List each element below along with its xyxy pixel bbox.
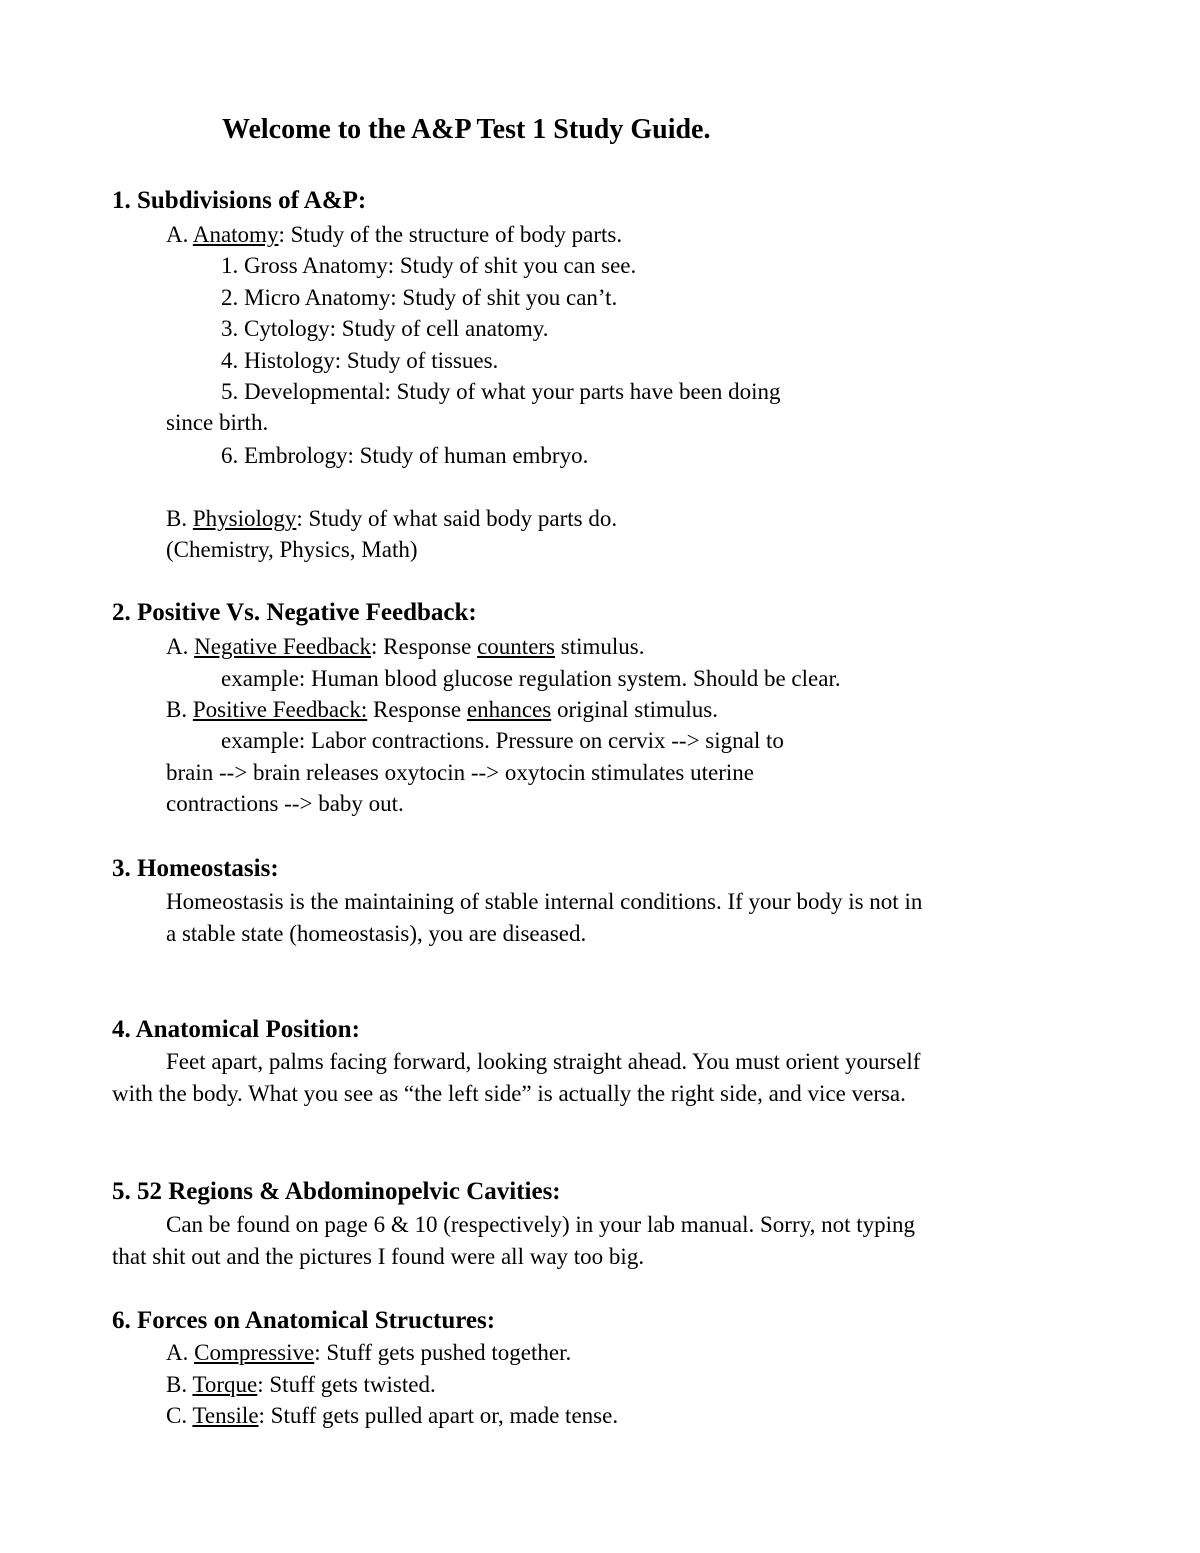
- s2-a-mid: : Response: [371, 634, 478, 659]
- s2-b-term: Positive Feedback:: [192, 697, 368, 722]
- s6-a-prefix: A.: [166, 1340, 195, 1365]
- s2-b-example-2: brain --> brain releases oxytocin --> oxytocin stimulates uterine: [166, 760, 754, 785]
- s1-b-term: Physiology: [192, 506, 297, 531]
- s1-a-prefix: A.: [166, 222, 193, 247]
- s1-a-sub-5: 5. Developmental: Study of what your parts have been doing: [221, 379, 781, 404]
- section-2-heading: 2. Positive Vs. Negative Feedback:: [112, 599, 477, 626]
- s6-a-def: : Stuff gets pushed together.: [314, 1340, 572, 1365]
- section-5-heading: 5. 52 Regions & Abdominopelvic Cavities:: [112, 1178, 561, 1205]
- s1-a-sub-6: 6. Embrology: Study of human embryo.: [221, 443, 589, 468]
- s2-b-example-1: example: Labor contractions. Pressure on cervix --> signal to: [221, 728, 784, 753]
- s1-a-def: : Study of the structure of body parts.: [278, 222, 623, 247]
- s6-c-def: : Stuff gets pulled apart or, made tense.: [258, 1403, 619, 1428]
- s2-a-key: counters: [477, 634, 556, 659]
- s1-a-sub-3: 3. Cytology: Study of cell anatomy.: [221, 316, 549, 341]
- s5-line-2: that shit out and the pictures I found were all way too big.: [112, 1244, 645, 1269]
- section-3-heading: 3. Homeostasis:: [112, 855, 279, 882]
- s6-a-term: Compressive: [194, 1340, 315, 1365]
- page-title: Welcome to the A&P Test 1 Study Guide.: [222, 114, 711, 145]
- s1-item-b: [166, 504, 617, 534]
- s6-c-term: Tensile: [192, 1403, 259, 1428]
- section-1-heading: 1. Subdivisions of A&P:: [112, 187, 367, 214]
- s6-c-prefix: C.: [166, 1403, 193, 1428]
- s2-b-key: enhances: [466, 697, 552, 722]
- s1-a-sub-1: 1. Gross Anatomy: Study of shit you can see.: [221, 253, 637, 278]
- section-6-heading: 6. Forces on Anatomical Structures:: [112, 1307, 496, 1334]
- s3-line-1: Homeostasis is the maintaining of stable internal conditions. If your body is not in: [166, 889, 923, 914]
- s5-line-1: Can be found on page 6 & 10 (respectively) in your lab manual. Sorry, not typing: [166, 1212, 916, 1237]
- s1-a-sub-5-cont: since birth.: [166, 410, 269, 435]
- s4-line-2: with the body. What you see as “the left side” is actually the right side, and vice versa.: [112, 1081, 906, 1106]
- s6-b-def: : Stuff gets twisted.: [257, 1372, 436, 1397]
- s1-a-term: Anatomy: [192, 222, 279, 247]
- s2-b-example-3: contractions --> baby out.: [166, 791, 404, 816]
- s1-a-sub-4: 4. Histology: Study of tissues.: [221, 348, 499, 373]
- s3-line-2: a stable state (homeostasis), you are diseased.: [166, 921, 587, 946]
- s6-b-term: Torque: [192, 1372, 258, 1397]
- s1-b-note: (Chemistry, Physics, Math): [166, 537, 418, 562]
- s2-a-example: example: Human blood glucose regulation system. Should be clear.: [221, 666, 841, 691]
- s4-line-1: Feet apart, palms facing forward, looking straight ahead. You must orient yourself: [166, 1049, 921, 1074]
- s2-a-term: Negative Feedback: [194, 634, 372, 659]
- s6-item-c: [166, 1401, 618, 1431]
- s2-b-prefix: B.: [166, 697, 193, 722]
- s1-item-a: [166, 220, 622, 250]
- s2-b-mid: Response: [367, 697, 467, 722]
- s1-b-prefix: B.: [166, 506, 193, 531]
- s2-a-end: stimulus.: [555, 634, 645, 659]
- section-4-heading: 4. Anatomical Position:: [112, 1016, 360, 1043]
- s1-a-sub-2: 2. Micro Anatomy: Study of shit you can’t.: [221, 285, 618, 310]
- s6-b-prefix: B.: [166, 1372, 193, 1397]
- s2-a-prefix: A.: [166, 634, 195, 659]
- s1-b-def: : Study of what said body parts do.: [296, 506, 618, 531]
- s2-item-a: [166, 632, 644, 662]
- s2-b-end: original stimulus.: [551, 697, 718, 722]
- s2-item-b: [166, 695, 718, 725]
- s6-item-a: [166, 1338, 571, 1368]
- s6-item-b: [166, 1370, 436, 1400]
